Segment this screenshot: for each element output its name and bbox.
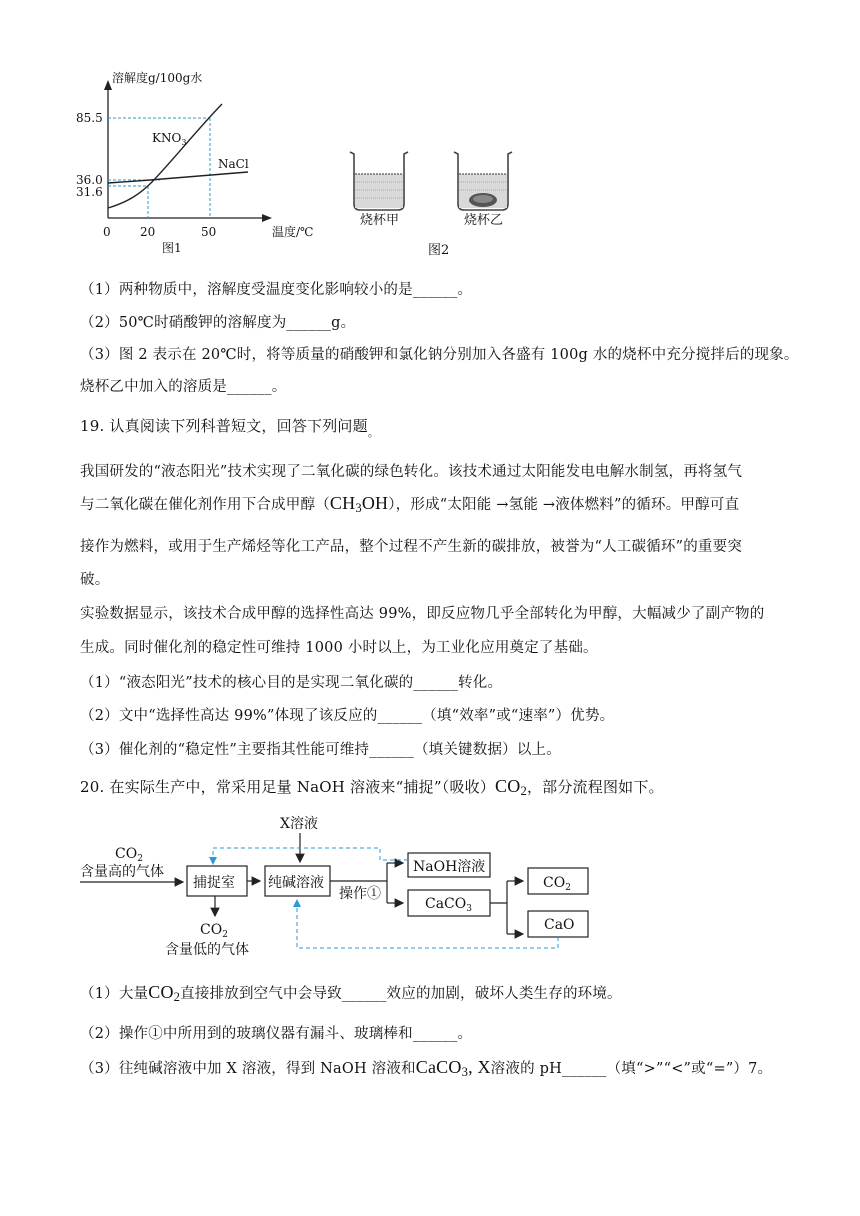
beakers-figure xyxy=(340,140,530,260)
q18-sub2: （2）50℃时硝酸钾的溶解度为______g。 xyxy=(80,315,356,331)
y-axis-arrow xyxy=(104,80,112,90)
xtick-0: 0 xyxy=(103,225,111,239)
xtick-20: 20 xyxy=(140,225,156,239)
q18-sub1: （1）两种物质中，溶解度受温度变化影响较小的是______。 xyxy=(80,282,473,298)
q19-para1-line2: 与二氧化碳在催化剂作用下合成甲醇$(CH_3OH)$，形成“太阳能 →氢能 →液体燃料”的循环。甲醇可直 xyxy=(80,493,740,515)
co2-high-label: $CO_2$ xyxy=(115,846,143,864)
nacl-label: NaCl xyxy=(218,157,249,171)
q19-para2-line1: 实验数据显示，该技术合成甲醇的选择性高达 99%，即反应物几乎全部转化为甲醇，大幅减少了副产物的 xyxy=(80,606,765,622)
q19-sub1: （1）“液态阳光”技术的核心目的是实现二氧化碳的______转化。 xyxy=(80,675,503,691)
beaker-a-label: 烧杯甲 xyxy=(360,213,400,228)
x-axis-arrow xyxy=(262,214,272,222)
q19-para1-line1: 我国研发的“液态阳光”技术实现了二氧化碳的绿色转化。该技术通过太阳能发电电解水制氢，再将氢气 xyxy=(80,464,743,480)
x-axis-label: 温度/℃ xyxy=(272,225,314,239)
beaker-a xyxy=(350,152,408,210)
kno3-label: $KNO_3$ xyxy=(152,131,187,147)
ytick-31: 31.6 xyxy=(76,185,103,199)
cao-label: CaO xyxy=(544,917,575,933)
ytick-85: 85.5 xyxy=(76,111,103,125)
kno3-curve xyxy=(108,104,222,208)
q19-sub2: （2）文中“选择性高达 99%”体现了该反应的______（填“效率”或“速率”）优势。 xyxy=(80,708,615,724)
xtick-50: 50 xyxy=(201,225,217,239)
beaker-b xyxy=(454,152,512,210)
nacl-curve xyxy=(108,172,248,183)
co2-low-desc: 含量低的气体 xyxy=(165,942,249,958)
q20-sub2: （2）操作①中所用到的玻璃仪器有漏斗、玻璃棒和______。 xyxy=(80,1026,473,1042)
x-solution-label: X溶液 xyxy=(280,816,318,832)
naoh-label: NaOH溶液 xyxy=(413,859,486,875)
co2-high-desc: 含量高的气体 xyxy=(80,864,164,880)
caco3-label: CaCO$_3$ xyxy=(425,896,472,914)
q19-para1-line3: 接作为燃料，或用于生产烯烃等化工产品，整个过程不产生新的碳排放，被誉为“人工碳循环”的重要突 xyxy=(80,539,743,555)
q19-para2-line2: 生成。同时催化剂的稳定性可维持 1000 小时以上，为工业化应用奠定了基础。 xyxy=(80,640,598,656)
ytick-36: 36.0 xyxy=(76,173,103,187)
fig2-caption: 图2 xyxy=(428,243,450,258)
operation-label: 操作① xyxy=(339,886,381,902)
q18-sub3: （3）图 2 表示在 20℃时，将等质量的硝酸钾和氯化钠分别加入各盛有 100g 水的烧杯中充分搅拌后的现象。 xyxy=(80,347,799,363)
solubility-chart xyxy=(70,68,340,258)
q19-para1-line4: 破。 xyxy=(80,572,110,588)
fig1-caption: 图1 xyxy=(162,241,182,255)
y-axis-label: 溶解度g/100g水 xyxy=(112,71,203,85)
co2-low-label: $CO_2$ xyxy=(200,922,228,940)
soda-solution-label: 纯碱溶液 xyxy=(268,875,324,891)
co2-box-label: $CO_2$ xyxy=(543,875,571,893)
q20-sub1: （1）大量$CO_2$直接排放到空气中会导致______效应的加剧，破坏人类生存的环境。 xyxy=(80,982,622,1004)
process-flowchart xyxy=(75,808,615,968)
beaker-b-label: 烧杯乙 xyxy=(464,213,504,228)
naoh-recycle-path xyxy=(213,848,408,864)
q19-sub3: （3）催化剂的“稳定性”主要指其性能可维持______（填关键数据）以上。 xyxy=(80,742,561,758)
q19-title: 19. 认真阅读下列科普短文，回答下列问题$_。$ xyxy=(80,417,380,439)
q20-sub3: （3）往纯碱溶液中加 X 溶液，得到 NaOH 溶液和CaCO$_3$, X溶液的 pH______（填“>”“<”或“=”）7。 xyxy=(80,1057,773,1079)
q20-title: 20. 在实际生产中，常采用足量 NaOH 溶液来“捕捉”（吸收）$CO_2$，部分流程图如下。 xyxy=(80,776,664,798)
capture-chamber-label: 捕捉室 xyxy=(193,875,235,891)
q18-sub3-cont: 烧杯乙中加入的溶质是______。 xyxy=(80,379,287,395)
